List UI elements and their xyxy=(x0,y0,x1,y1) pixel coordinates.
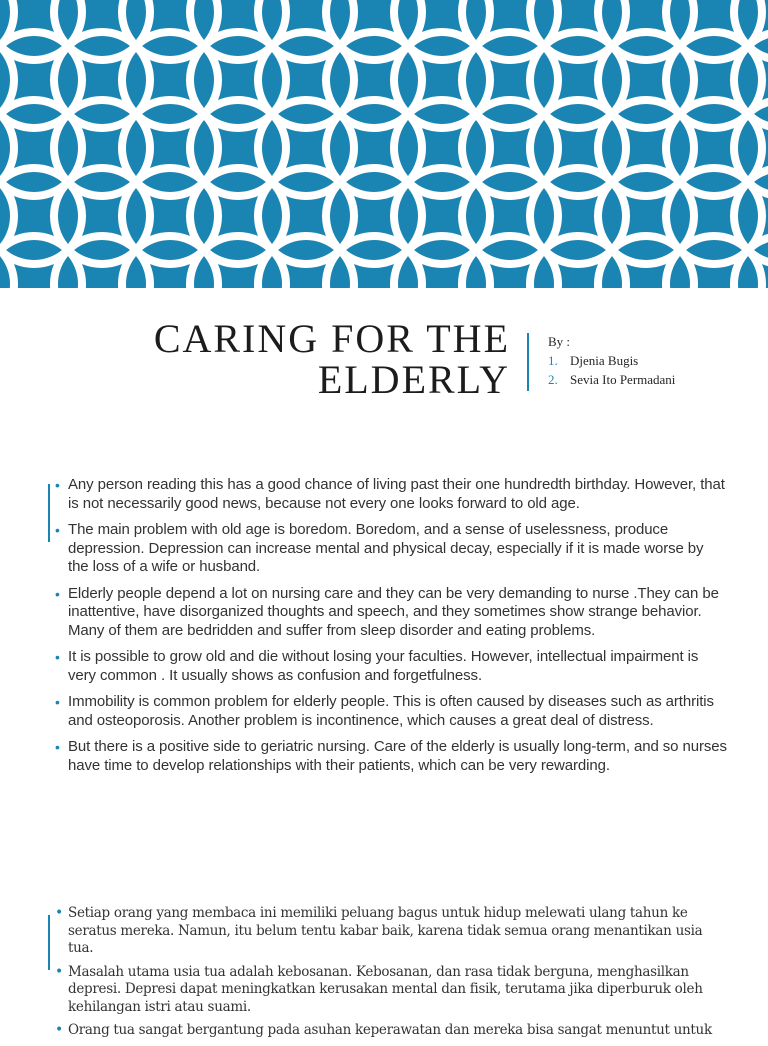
interlocking-circles-pattern xyxy=(0,0,768,288)
author-name: Sevia Ito Permadani xyxy=(570,372,676,387)
author-item xyxy=(548,351,675,370)
section-accent-bar xyxy=(48,915,50,970)
bullet-dot-icon: • xyxy=(55,585,60,602)
bullet-dot-icon: • xyxy=(55,963,63,980)
bullet-text: Masalah utama usia tua adalah kebosanan. Kebosanan, dan rasa tidak berguna, menghasilkan depresi. Depresi dapat meningkatkan kerusakan mental dan fisik, terutama jika diperburuk oleh kehilangan istri atau suami. xyxy=(68,963,703,1015)
bullet-item xyxy=(55,1022,728,1040)
bullet-text: It is possible to grow old and die without losing your faculties. However, intellectual impairment is very common . It usually shows as confusion and forgetfulness. xyxy=(68,648,699,684)
bullet-dot-icon: • xyxy=(55,649,60,665)
author-list xyxy=(548,351,675,389)
section-accent-bar xyxy=(48,484,50,542)
english-text-section xyxy=(48,476,728,783)
bullet-item xyxy=(55,521,728,577)
bullet-dot-icon: • xyxy=(55,522,60,538)
title-divider xyxy=(527,333,529,391)
title-line-1: CARING FOR THE xyxy=(153,316,510,361)
bullet-dot-icon: • xyxy=(55,694,60,710)
bullet-text: Elderly people depend a lot on nursing care and they can be very demanding to nurse .They can be inattentive, have disorganized thoughts and speech, and they sometimes show strange behavior. Many of them are bedridden and suffer from sleep disorder and eating problems. xyxy=(68,584,719,639)
bullet-item xyxy=(55,648,728,685)
bullet-item xyxy=(55,584,728,641)
bullet-text: The main problem with old age is boredom. Boredom, and a sense of uselessness, produce depression. Depression can increase mental and physical decay, especially if it is made worse by the loss of a wife or husband. xyxy=(68,521,704,575)
bullet-item xyxy=(55,476,728,513)
indonesian-bullet-list xyxy=(48,905,728,1040)
bullet-text: Setiap orang yang membaca ini memiliki peluang bagus untuk hidup melewati ulang tahun ke seratus mereka. Namun, itu belum tentu kabar baik, karena tidak semua orang menantikan usia tua. xyxy=(68,905,703,956)
indonesian-text-section xyxy=(48,905,728,1046)
bullet-dot-icon: • xyxy=(55,739,60,755)
bullet-item xyxy=(55,905,728,958)
bullet-text: Orang tua sangat bergantung pada asuhan keperawatan dan mereka bisa sangat menuntut untuk xyxy=(68,1022,712,1038)
author-number: 1. xyxy=(548,353,558,368)
author-number: 2. xyxy=(548,372,558,387)
author-item xyxy=(548,370,675,389)
bullet-item xyxy=(55,963,728,1017)
author-name: Djenia Bugis xyxy=(570,353,639,368)
slide-title xyxy=(0,318,510,400)
bullet-dot-icon: • xyxy=(55,905,63,921)
bullet-item xyxy=(55,738,728,775)
bullet-dot-icon: • xyxy=(55,477,60,493)
bullet-text: Immobility is common problem for elderly people. This is often caused by diseases such as arthritis and osteoporosis. Another problem is incontinence, which causes a great deal of distress. xyxy=(68,693,714,729)
decorative-pattern-banner xyxy=(0,0,768,288)
english-bullet-list xyxy=(48,476,728,775)
by-label: By : xyxy=(548,334,571,349)
bullet-text: But there is a positive side to geriatric nursing. Care of the elderly is usually long-term, and so nurses have time to develop relationships with their patients, which can be very rewarding. xyxy=(68,738,727,774)
authors-block xyxy=(548,332,675,389)
title-line-2: ELDERLY xyxy=(317,357,510,402)
bullet-dot-icon: • xyxy=(55,1022,63,1038)
bullet-item xyxy=(55,693,728,730)
bullet-text: Any person reading this has a good chance of living past their one hundredth birthday. However, that is not necessarily good news, because not every one looks forward to old age. xyxy=(68,476,725,512)
